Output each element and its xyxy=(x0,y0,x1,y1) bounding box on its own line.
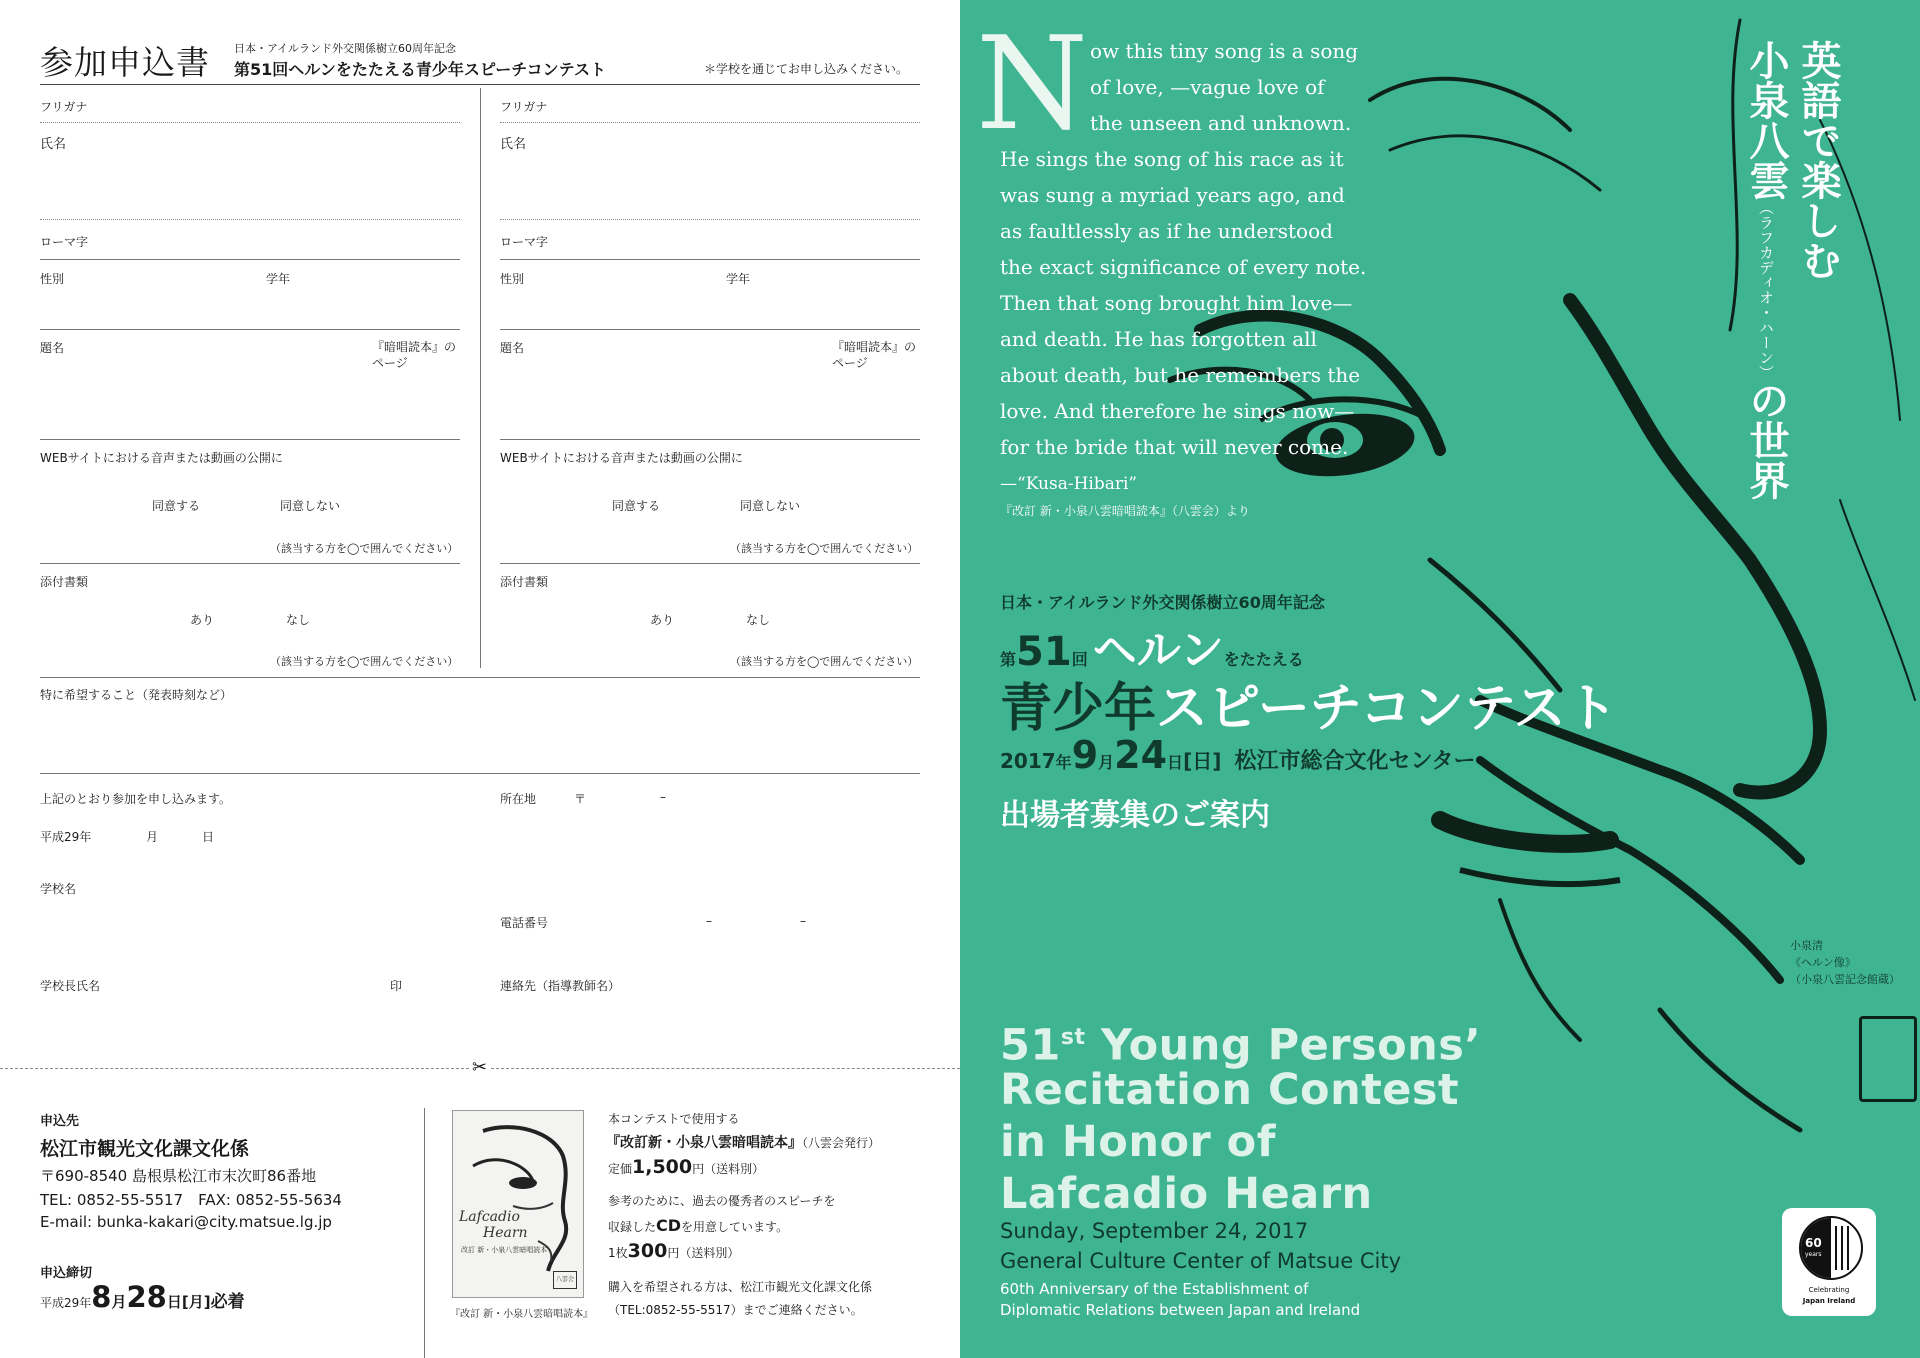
recruit-heading: 出場者募集のご案内 xyxy=(1000,798,1270,833)
book-price: 1,500 xyxy=(632,1156,693,1178)
anniversary-logo-icon xyxy=(1799,1216,1863,1280)
cover-page xyxy=(960,0,1920,1358)
date-month-unit: 月 xyxy=(1098,753,1115,772)
web-consent-label: WEBサイトにおける音声または動画の公開に xyxy=(40,451,283,465)
special-requests-field[interactable] xyxy=(40,705,920,770)
furigana-rule xyxy=(500,122,920,123)
logo-caption-2: Japan Ireland xyxy=(1802,1297,1856,1305)
artist-seal-icon xyxy=(1859,1016,1917,1102)
poem-attribution: —“Kusa-Hibari” xyxy=(1000,474,1138,494)
date-year: 2017 xyxy=(1000,749,1056,773)
school-note: ＊学校を通じてお申し込みください。 xyxy=(704,62,909,76)
book-intro: 本コンテストで使用する xyxy=(608,1112,740,1126)
topic-field[interactable] xyxy=(40,380,360,440)
date-day: 24 xyxy=(1114,733,1168,777)
name-field[interactable] xyxy=(550,150,910,210)
logo-years: years xyxy=(1805,1251,1822,1258)
page-ref-label: 『暗唱読本』のページ xyxy=(372,340,457,370)
poem-line: and death. He has forgotten all xyxy=(1000,327,1317,351)
edition-suffix: 回 xyxy=(1071,650,1088,669)
contact-label: 連絡先（指導教師名） xyxy=(500,979,621,993)
poem-line: as faultlessly as if he understood xyxy=(1000,219,1333,243)
contact-field[interactable] xyxy=(630,970,920,1000)
book-price-line xyxy=(608,1156,764,1178)
book-cover-image xyxy=(452,1110,584,1298)
circle-note: （該当する方を◯で囲んでください） xyxy=(730,542,919,555)
english-venue: General Culture Center of Matsue City xyxy=(1000,1249,1402,1273)
topic-field[interactable] xyxy=(500,380,820,440)
principal-field[interactable] xyxy=(130,970,370,1000)
entrants-bottom-rule xyxy=(40,677,920,678)
poem-line: was sung a myriad years ago, and xyxy=(1000,183,1345,207)
contest-title-line xyxy=(1000,666,1618,741)
vertical-title-2 xyxy=(1744,40,1788,500)
poem-line: of love, —vague love of xyxy=(1090,75,1325,99)
vertical-title-ruby: （ラフカディオ・ハーン） xyxy=(1757,200,1775,380)
deadline-era: 平成29年 xyxy=(40,1296,92,1310)
edition-prefix: 第 xyxy=(1000,650,1017,669)
phone-dash-2: – xyxy=(800,914,806,928)
anniversary-jp: 日本・アイルランド外交関係樹立60周年記念 xyxy=(1000,593,1325,612)
web-consent-label: WEBサイトにおける音声または動画の公開に xyxy=(500,451,743,465)
date-weekday: [日] xyxy=(1183,749,1222,773)
vertical-title-1: 英語で楽しむ xyxy=(1795,40,1841,280)
english-title-number: 51 xyxy=(1000,1020,1061,1071)
deadline-line xyxy=(40,1280,245,1314)
circle-note: （該当する方を◯で囲んでください） xyxy=(270,655,459,668)
bottom-divider xyxy=(424,1108,425,1358)
english-anniversary-2: Diplomatic Relations between Japan and Ireland xyxy=(1000,1301,1361,1319)
phone-label: 電話番号 xyxy=(500,916,549,930)
special-requests-rule xyxy=(40,773,920,774)
book-price-label: 定価 xyxy=(608,1162,633,1176)
grade-label: 学年 xyxy=(266,272,291,286)
romaji-rule xyxy=(500,259,920,260)
cd-price-a: 1枚 xyxy=(608,1246,628,1260)
phone-dash-1: – xyxy=(706,914,712,928)
disagree-option[interactable]: 同意しない xyxy=(280,499,341,513)
form-header-contest-title: 第51回ヘルンをたたえる青少年スピーチコンテスト xyxy=(234,60,606,79)
entrant-2-section xyxy=(500,0,920,680)
grade-field[interactable] xyxy=(726,290,916,325)
scissors-icon: ✂ xyxy=(472,1057,488,1078)
gender-field[interactable] xyxy=(40,290,240,325)
book-cover-title-2: Hearn xyxy=(483,1225,528,1241)
page-ref-label: 『暗唱読本』のページ xyxy=(832,340,917,370)
deadline-month-unit: 月 xyxy=(111,1293,127,1311)
poem-dropcap: N xyxy=(976,10,1088,159)
english-title-ordinal: st xyxy=(1060,1025,1086,1050)
portrait-caption xyxy=(1790,937,1900,988)
date-month: 月 xyxy=(146,830,159,844)
entrant-1-section xyxy=(40,0,460,680)
gender-rule xyxy=(500,329,920,330)
gender-rule xyxy=(40,329,460,330)
grade-field[interactable] xyxy=(266,290,456,325)
furigana-label: フリガナ xyxy=(40,100,88,114)
tataeru-text: をたたえる xyxy=(1223,650,1304,669)
date-day-unit: 日 xyxy=(1167,753,1184,772)
web-consent-rule xyxy=(500,563,920,564)
web-consent-rule xyxy=(40,563,460,564)
deadline-day: 28 xyxy=(126,1280,167,1314)
english-title-young-persons: Young Persons’ xyxy=(1100,1020,1482,1071)
romaji-field[interactable] xyxy=(580,230,910,255)
romaji-rule xyxy=(40,259,460,260)
deadline-month: 8 xyxy=(91,1280,112,1314)
attachments-yes-option[interactable]: あり xyxy=(650,613,675,627)
entrant-divider xyxy=(480,88,481,668)
topic-rule xyxy=(500,439,920,440)
apply-to-email[interactable]: E-mail: bunka-kakari@city.matsue.lg.jp xyxy=(40,1213,332,1231)
cd-line-2 xyxy=(608,1216,788,1235)
english-title-line-4: Lafcadio Hearn xyxy=(1000,1169,1373,1219)
name-rule xyxy=(500,219,920,220)
contest-date-line xyxy=(1000,733,1476,777)
english-title-line-1 xyxy=(1000,1012,1481,1071)
form-header-anniversary: 日本・アイルランド外交関係樹立60周年記念 xyxy=(234,42,457,55)
poem-line: the exact significance of every note. xyxy=(1000,255,1367,279)
cd-price-line xyxy=(608,1240,739,1262)
speech-contest-heading: スピーチコンテスト xyxy=(1156,679,1618,739)
book-publisher: （八雲会発行） xyxy=(802,1136,881,1150)
topic-label: 題名 xyxy=(40,341,65,355)
english-title-line-2: Recitation Contest xyxy=(1000,1065,1460,1115)
apply-to-office: 松江市観光文化課文化係 xyxy=(40,1138,250,1160)
date-day: 日 xyxy=(202,830,215,844)
agree-option[interactable]: 同意する xyxy=(152,499,201,513)
apply-to-address: 〒690-8540 島根県松江市末次町86番地 xyxy=(40,1167,317,1185)
cd-label: CD xyxy=(656,1216,682,1235)
poem-line: ow this tiny song is a song xyxy=(1090,39,1359,63)
cd-price: 300 xyxy=(627,1240,668,1262)
seal-label: 印 xyxy=(390,979,403,993)
school-name-label: 学校名 xyxy=(40,882,77,896)
logo-60: 60 xyxy=(1805,1236,1822,1250)
english-title-line-3: in Honor of xyxy=(1000,1117,1276,1167)
anniversary-logo xyxy=(1782,1208,1876,1316)
poem-line: He sings the song of his race as it xyxy=(1000,147,1344,171)
postal-mark: 〒 xyxy=(574,792,587,806)
english-anniversary-1: 60th Anniversary of the Establishment of xyxy=(1000,1280,1309,1298)
poem-line: for the bride that will never come. xyxy=(1000,435,1349,459)
topic-label: 題名 xyxy=(500,341,525,355)
english-date: Sunday, September 24, 2017 xyxy=(1000,1219,1309,1243)
school-name-field[interactable] xyxy=(110,875,450,905)
circle-note: （該当する方を◯で囲んでください） xyxy=(270,542,459,555)
apply-to-tel-fax: TEL: 0852-55-5517 FAX: 0852-55-5634 xyxy=(40,1191,342,1209)
hearn-profile-sketch xyxy=(453,1111,583,1297)
poem-source: 『改訂 新・小泉八雲暗唱読本』（八雲会）より xyxy=(1000,504,1250,518)
deadline-day-unit: 日 xyxy=(166,1293,182,1311)
furigana-label: フリガナ xyxy=(500,100,548,114)
book-price-unit: 円（送料別） xyxy=(692,1162,765,1176)
romaji-label: ローマ字 xyxy=(40,235,89,249)
circle-note: （該当する方を◯で囲んでください） xyxy=(730,655,919,668)
poem-line: love. And therefore he sings now— xyxy=(1000,399,1355,423)
poem-line: Then that song brought him love— xyxy=(1000,291,1353,315)
purchase-line-2: （TEL:0852-55-5517）までご連絡ください。 xyxy=(608,1303,863,1317)
book-title: 『改訂新・小泉八雲暗唱読本』 xyxy=(606,1135,802,1151)
book-cover-title-1: Lafcadio xyxy=(459,1209,520,1225)
date-year-unit: 年 xyxy=(1055,753,1072,772)
romaji-field[interactable] xyxy=(120,230,450,255)
vertical-title-name: 小泉八雲 xyxy=(1743,40,1789,200)
name-rule xyxy=(40,219,460,220)
form-title: 参加申込書 xyxy=(40,43,210,82)
date-month: 9 xyxy=(1071,733,1099,777)
gender-label: 性別 xyxy=(500,272,525,286)
postal-dash: – xyxy=(660,790,666,804)
attachments-label: 添付書類 xyxy=(40,575,89,589)
romaji-label: ローマ字 xyxy=(500,235,549,249)
cd-price-unit: 円（送料別） xyxy=(667,1246,740,1260)
cd-line-2a: 収録した xyxy=(608,1220,657,1234)
vertical-title-sekai: の世界 xyxy=(1743,380,1789,500)
gender-field[interactable] xyxy=(500,290,700,325)
purchase-line-1: 購入を希望される方は、松江市観光文化課文化係 xyxy=(608,1280,873,1294)
seishonen-heading: 青少年 xyxy=(1000,679,1157,739)
book-title-line xyxy=(606,1132,880,1152)
venue-jp: 松江市総合文化センター xyxy=(1234,749,1476,774)
principal-label: 学校長氏名 xyxy=(40,979,101,993)
grade-label: 学年 xyxy=(726,272,751,286)
address-label: 所在地 xyxy=(500,792,537,806)
special-requests-label: 特に希望すること（発表時刻など） xyxy=(40,688,233,702)
address-field[interactable] xyxy=(500,810,920,880)
attachments-no-option[interactable]: なし xyxy=(286,613,311,627)
name-label: 氏名 xyxy=(40,137,67,152)
name-label: 氏名 xyxy=(500,137,527,152)
poem-line: the unseen and unknown. xyxy=(1090,111,1352,135)
cd-line-1: 参考のために、過去の優秀者のスピーチを xyxy=(608,1194,836,1208)
apply-statement: 上記のとおり参加を申し込みます。 xyxy=(40,792,232,806)
name-field[interactable] xyxy=(90,150,450,210)
topic-rule xyxy=(40,439,460,440)
furigana-rule xyxy=(40,122,460,123)
portrait-caption-collection: （小泉八雲記念館蔵） xyxy=(1790,973,1900,986)
attachments-yes-option[interactable]: あり xyxy=(190,613,215,627)
book-cover-caption: 『改訂 新・小泉八雲暗唱読本』 xyxy=(450,1309,594,1320)
poem-line: about death, but he remembers the xyxy=(1000,363,1361,387)
disagree-option[interactable]: 同意しない xyxy=(740,499,801,513)
date-era: 平成29年 xyxy=(40,830,92,844)
cd-line-2c: を用意しています。 xyxy=(681,1220,789,1234)
attachments-label: 添付書類 xyxy=(500,575,549,589)
deadline-weekday: [月] xyxy=(181,1293,211,1311)
book-cover-subtitle: 改訂 新・小泉八雲暗唱読本 xyxy=(461,1246,548,1254)
logo-caption-1: Celebrating xyxy=(1808,1286,1850,1294)
agree-option[interactable]: 同意する xyxy=(612,499,661,513)
portrait-caption-title: 《ヘルン像》 xyxy=(1790,956,1856,969)
hearn-heading: ヘルン xyxy=(1092,625,1224,676)
gender-label: 性別 xyxy=(40,272,65,286)
portrait-caption-artist: 小泉清 xyxy=(1790,939,1823,952)
book-cover-seal: 八雲会 xyxy=(553,1271,577,1289)
deadline-heading: 申込締切 xyxy=(40,1266,93,1281)
deadline-suffix: 必着 xyxy=(210,1292,245,1312)
apply-to-heading: 申込先 xyxy=(40,1114,80,1129)
attachments-no-option[interactable]: なし xyxy=(746,613,771,627)
edition-number: 51 xyxy=(1016,629,1072,675)
